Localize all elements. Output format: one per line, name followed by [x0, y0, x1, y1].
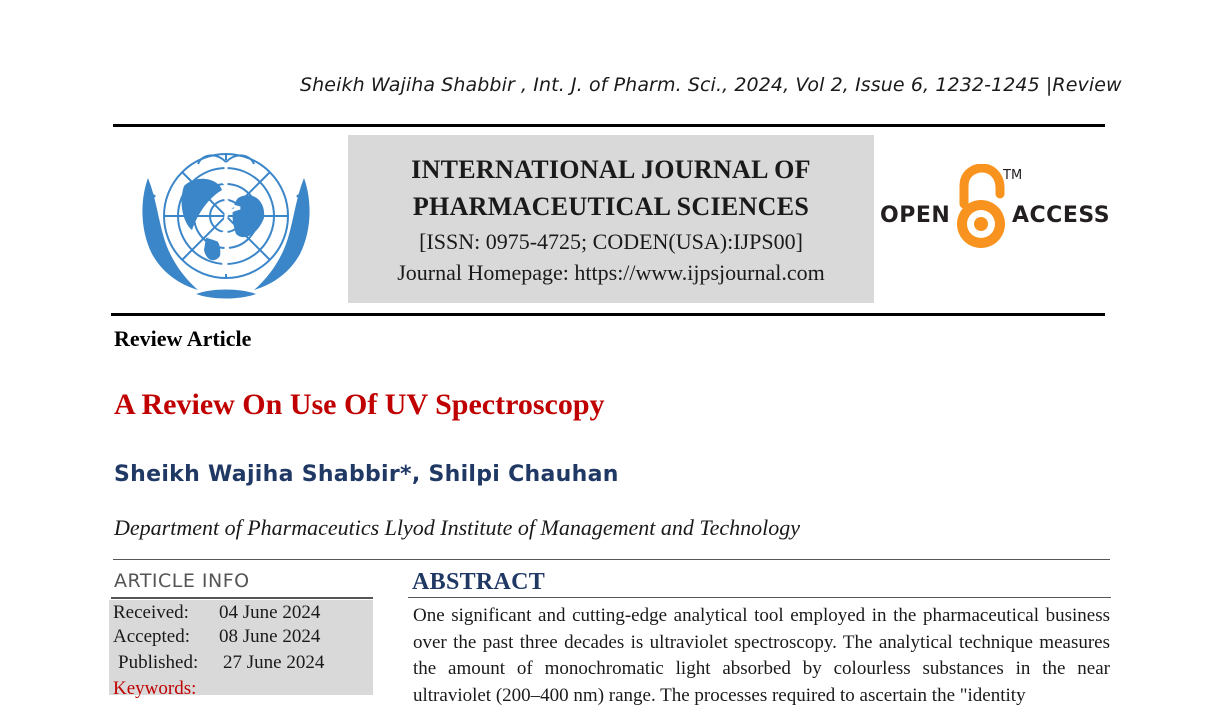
published-row: [118, 652, 324, 674]
article-authors: Sheikh Wajiha Shabbir*, Shilpi Chauhan: [114, 462, 619, 487]
keywords-label: Keywords:: [113, 678, 197, 699]
journal-masthead: [348, 135, 874, 303]
article-title: A Review On Use Of UV Spectroscopy: [114, 388, 605, 421]
published-date: 27 June 2024: [223, 652, 325, 673]
journal-homepage: Journal Homepage: https://www.ijpsjournal.com: [397, 260, 825, 285]
un-emblem-icon: [126, 138, 326, 306]
journal-issn: [ISSN: 0975-4725; CODEN(USA):IJPS00]: [419, 229, 803, 254]
article-info-heading: ARTICLE INFO: [114, 570, 250, 592]
published-label: Published:: [118, 652, 199, 673]
received-row: [113, 602, 320, 624]
article-affiliation: Department of Pharmaceutics Llyod Institute of Management and Technology: [114, 515, 800, 540]
received-label: Received:: [113, 602, 189, 623]
open-access-access-text: ACCESS: [1012, 203, 1111, 228]
abstract-rule: [408, 597, 1111, 598]
section-divider: [113, 559, 1110, 560]
article-info-box: [109, 600, 373, 699]
running-head: Sheikh Wajiha Shabbir , Int. J. of Pharm. Sci., 2024, Vol 2, Issue 6, 1232-1245 |Review: [300, 74, 1122, 96]
article-info-rule: [111, 597, 373, 599]
accepted-label: Accepted:: [113, 626, 191, 647]
journal-title-line2: PHARMACEUTICAL SCIENCES: [412, 192, 810, 221]
header-rule-top: [113, 124, 1105, 127]
article-type: Review Article: [114, 326, 252, 351]
open-access-trademark: TM: [1003, 168, 1023, 183]
journal-title-line1: INTERNATIONAL JOURNAL OF: [411, 155, 811, 184]
received-date: 04 June 2024: [219, 602, 321, 623]
open-access-open-text: OPEN: [880, 203, 951, 228]
header-rule-bottom: [111, 313, 1105, 316]
abstract-heading: ABSTRACT: [412, 569, 546, 595]
abstract-text: One significant and cutting-edge analytical tool employed in the pharmaceutical business over the past three decades is ultraviolet spectroscopy. The analytical technique measures the amount of monochromatic light absorbed by colourless substances in the near ultraviolet (200–400 nm) range. The processes required to ascertain the "identity: [413, 605, 1110, 706]
accepted-row: [113, 626, 320, 648]
accepted-date: 08 June 2024: [219, 626, 321, 647]
